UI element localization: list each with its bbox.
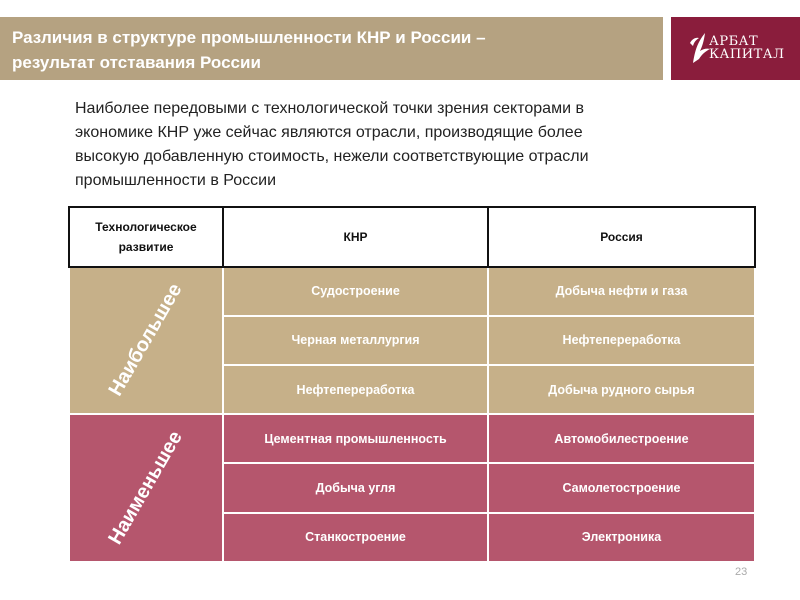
header-russia: Россия (488, 207, 755, 267)
russia-cell: Добыча нефти и газа (488, 267, 755, 316)
table-header-row (69, 207, 755, 267)
china-cell: Добыча угля (223, 463, 488, 512)
slide-title-line-2: результат отставания России (12, 53, 261, 72)
russia-cell: Самолетостроение (488, 463, 755, 512)
logo-text-line-1: АРБАТ (709, 34, 759, 49)
russia-cell: Нефтепереработка (488, 316, 755, 365)
page-number: 23 (735, 566, 748, 578)
china-cell: Станкостроение (223, 513, 488, 562)
intro-line: экономике КНР уже сейчас являются отрасли, производящие более (75, 124, 583, 141)
intro-line: высокую добавленную стоимость, нежели соответствующие отрасли (75, 148, 589, 165)
china-cell: Нефтепереработка (223, 365, 488, 414)
logo-text-line-2: КАПИТАЛ (709, 47, 785, 62)
table-row (69, 414, 755, 463)
china-cell: Судостроение (223, 267, 488, 316)
header-china: КНР (223, 207, 488, 267)
russia-cell: Автомобилестроение (488, 414, 755, 463)
intro-line: промышленности в России (75, 172, 276, 189)
intro-paragraph (75, 97, 715, 193)
logo-text (709, 35, 784, 61)
group-label-lowest-text: Наименьшее (104, 427, 187, 549)
header-tech-development (69, 207, 223, 267)
china-cell: Черная металлургия (223, 316, 488, 365)
slide-title-bar (0, 17, 663, 80)
comparison-table (68, 206, 756, 563)
group-label-highest-text: Наибольшее (104, 280, 187, 401)
table-row (69, 267, 755, 316)
company-logo (671, 17, 800, 80)
russia-cell: Электроника (488, 513, 755, 562)
china-cell: Цементная промышленность (223, 414, 488, 463)
header-tech-development-line-1: Технологическое (95, 219, 197, 234)
slide-title-line-1: Различия в структуре промышленности КНР и России – (12, 28, 486, 47)
group-label-highest (69, 267, 223, 415)
group-label-lowest (69, 414, 223, 562)
intro-line: Наиболее передовыми с технологической точки зрения секторами в (75, 100, 584, 117)
russia-cell: Добыча рудного сырья (488, 365, 755, 414)
header-tech-development-line-2: развитие (118, 239, 174, 254)
